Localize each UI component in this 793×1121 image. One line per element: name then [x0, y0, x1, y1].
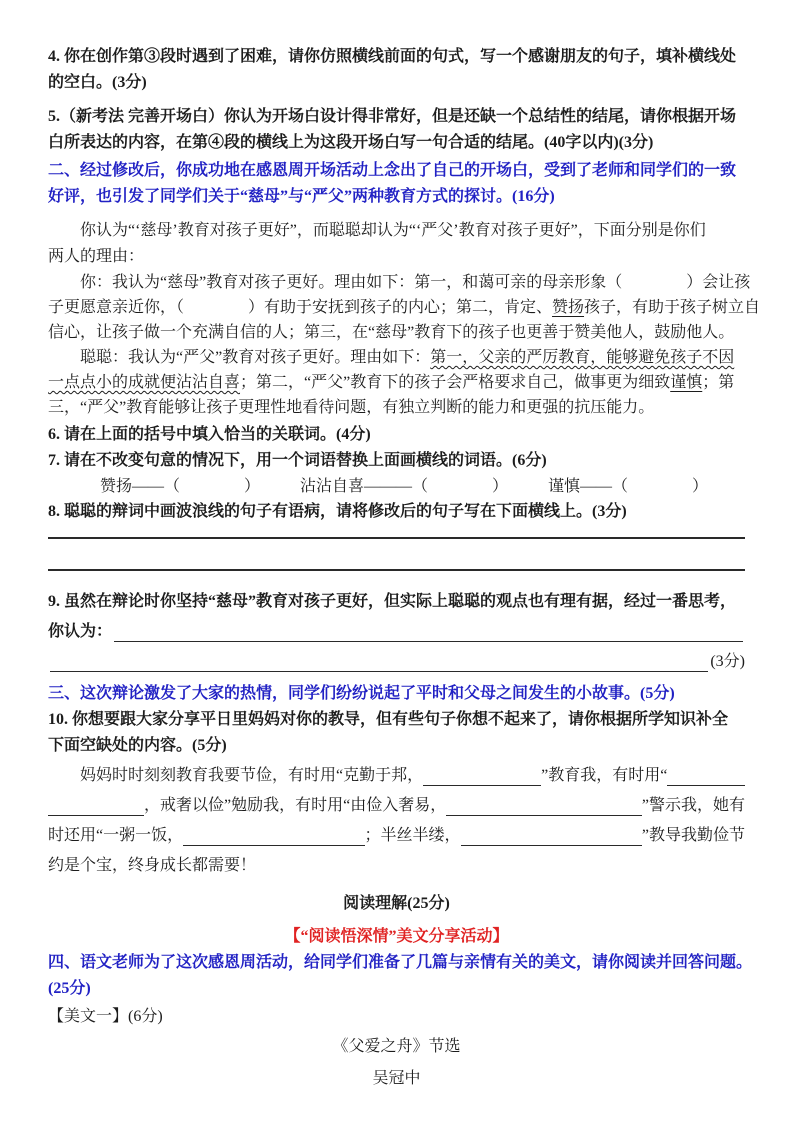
question-10-line-1: 10. 你想要跟大家分享平日里妈妈对你的教导，但有些句子你想不起来了，请你根据所学知识补全	[48, 711, 729, 728]
text-segment: ”教导我勤俭节	[641, 827, 746, 844]
text-segment: ”警示我，她有	[641, 797, 745, 814]
fill-in-blank	[183, 825, 364, 846]
section-2-heading	[48, 158, 745, 210]
question-10	[48, 707, 745, 759]
question-5-line-2: 白所表达的内容，在第④段的横线上为这段开场白写一句合适的结尾。(40字以内)(3分)	[48, 134, 654, 151]
question-4-line-1: 4. 你在创作第③段时遇到了困难，请你仿照横线前面的句式，写一个感谢朋友的句子，填补横线处	[48, 48, 737, 65]
fill-in-blank	[461, 825, 642, 846]
reading-section-title: 阅读理解(25分)	[343, 895, 450, 912]
question-5-line-1: 5.（新考法 完善开场白）你认为开场白设计得非常好，但是还缺一个总结性的结尾，请你根据开场	[48, 108, 737, 125]
question-9-blank-1	[114, 619, 743, 642]
section-4-heading	[48, 950, 753, 1002]
section-3-heading: 三、这次辩论激发了大家的热情，同学们纷纷说起了平时和父母之间发生的小故事。(5分)	[48, 685, 675, 702]
mother-teaching-line-4	[48, 851, 745, 881]
text-segment: 聪聪：我认为“严父”教育对孩子更好。理由如下：	[80, 349, 431, 366]
underlined-text: 谨慎	[670, 374, 703, 391]
text-segment: 妈妈时时刻刻教育我要节俭，有时用“克勤于邦，	[48, 767, 424, 784]
congcong-argument-paragraph	[48, 345, 745, 420]
fill-in-blank	[48, 795, 144, 816]
mother-teaching-line-3	[48, 821, 745, 851]
section-2-line-2: 好评，也引发了同学们关于“慈母”与“严父”两种教育方式的探讨。(16分)	[48, 188, 555, 205]
congcong-argument-line-2	[48, 370, 745, 395]
wavy-underlined-text: 第一，父亲的严厉教育，能够避免孩子不因	[430, 349, 735, 366]
your-argument-line-1	[48, 270, 751, 295]
essay-1-author: 吴冠中	[372, 1070, 421, 1087]
text-segment: 三，“严父”教育能够让孩子更理性地看待问题，有独立判断的能力和更强的抗压能力。	[48, 399, 655, 416]
text-segment: 孩子，有助于孩子树立自	[584, 299, 761, 316]
wavy-underlined-text: 一点点小的成就便沾沾自喜	[48, 374, 241, 391]
mother-teaching-paragraph	[48, 761, 745, 881]
question-10-line-2: 下面空缺处的内容。(5分)	[48, 737, 227, 754]
essay-1-title: 《父爱之舟》节选	[332, 1038, 461, 1055]
answer-rule-2	[48, 569, 745, 571]
debate-intro-paragraph	[48, 218, 745, 270]
question-9-blank-2	[50, 649, 708, 672]
question-7-word-blanks: 赞扬——（ ） 沾沾自喜———（ ） 谨慎——（ ）	[100, 478, 709, 495]
mother-teaching-line-2	[48, 791, 745, 821]
your-argument-line-3	[48, 320, 745, 345]
text-segment: ；第二，“严父”教育下的孩子会严格要求自己，做事更为细致	[240, 374, 671, 391]
question-4-line-2: 的空白。(3分)	[48, 74, 147, 91]
text-segment: ；第	[702, 374, 735, 391]
text-segment: 信心，让孩子做一个充满自信的人；第三，在“慈母”教育下的孩子也更善于赞美他人，鼓励他人。	[48, 324, 735, 341]
question-5	[48, 104, 745, 156]
question-8: 8. 聪聪的辩词中画波浪线的句子有语病，请将修改后的句子写在下面横线上。(3分)	[48, 503, 627, 520]
debate-intro-line-2: 两人的理由：	[48, 248, 145, 265]
text-segment: ”教育我，有时用“	[541, 767, 668, 784]
fill-in-blank	[667, 765, 745, 786]
section-4-score: (25分)	[48, 980, 91, 997]
fill-in-blank	[423, 765, 541, 786]
answer-rule-1	[48, 537, 745, 539]
question-9-prompt: 你认为：	[48, 623, 113, 640]
text-segment: 你：我认为“慈母”教育对孩子更好。理由如下：第一，和蔼可亲的母亲形象（ ）会让孩	[80, 274, 751, 291]
congcong-argument-line-1	[48, 345, 745, 370]
question-9-answer-line-2	[48, 647, 745, 677]
debate-intro-line-1: 你认为“‘慈母’教育对孩子更好”，而聪聪却认为“‘严父’教育对孩子更好”，下面分别是你们	[80, 222, 706, 239]
your-argument-line-2	[48, 295, 761, 320]
section-4-line-1: 四、语文老师为了这次感恩周活动，给同学们准备了几篇与亲情有关的美文，请你阅读并回答问题。	[48, 954, 753, 971]
activity-banner: 【“阅读悟深情”美文分享活动】	[284, 928, 509, 945]
text-segment: ，戒奢以俭”勉励我，有时用“由俭入奢易，	[144, 797, 447, 814]
question-7: 7. 请在不改变句意的情况下，用一个词语替换上面画横线的词语。(6分)	[48, 452, 547, 469]
section-2-line-1: 二、经过修改后，你成功地在感恩周开场活动上念出了自己的开场白，受到了老师和同学们的一致	[48, 162, 737, 179]
text-segment: 时还用“一粥一饭，	[48, 827, 184, 844]
text-segment: 约是个宝，终身成长都需要！	[48, 857, 257, 874]
underlined-text: 赞扬	[552, 299, 585, 316]
text-segment: 子更愿意亲近你，（ ）有助于安抚到孩子的内心；第二，肯定、	[48, 299, 553, 316]
question-4	[48, 44, 745, 96]
question-9-answer-line-1	[48, 617, 745, 647]
text-segment: ；半丝半缕，	[364, 827, 461, 844]
fill-in-blank	[446, 795, 642, 816]
question-9-score: (3分)	[710, 653, 745, 670]
congcong-argument-line-3	[48, 395, 745, 420]
question-9-line-1: 9. 虽然在辩论时你坚持“慈母”教育对孩子更好，但实际上聪聪的观点也有理有据，经过一番思考，	[48, 593, 737, 610]
question-6: 6. 请在上面的括号中填入恰当的关联词。(4分)	[48, 426, 371, 443]
mother-teaching-line-1	[48, 761, 745, 791]
your-argument-paragraph	[48, 270, 761, 345]
essay-1-label: 【美文一】(6分)	[48, 1008, 163, 1025]
question-9	[48, 587, 745, 677]
